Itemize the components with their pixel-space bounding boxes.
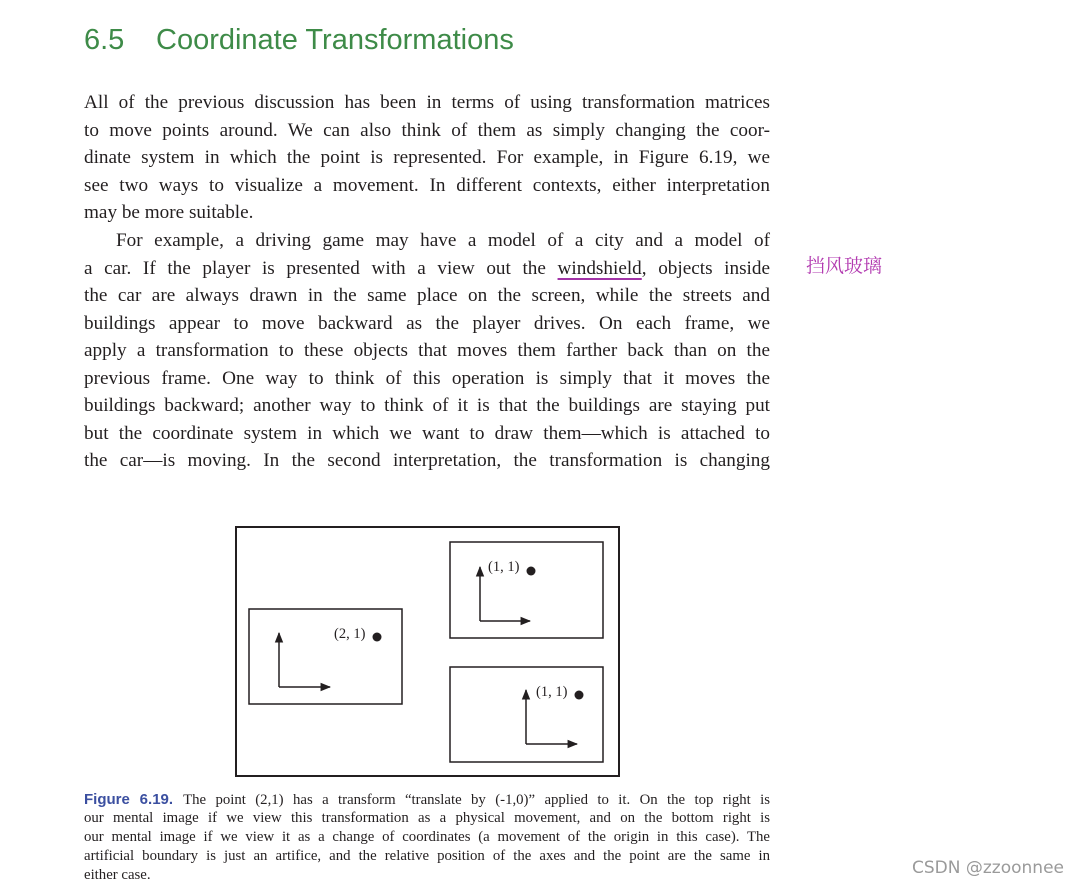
paragraph-line: buildings backward; another way to think of it is that the buildings are staying put bbox=[84, 395, 770, 416]
figure-6-19 bbox=[234, 525, 622, 779]
caption-line: artificial boundary is just an artifice, and the relative position of the axes and the point are the same in bbox=[84, 848, 770, 864]
paragraph-line-with-highlight bbox=[84, 255, 770, 283]
section-number: 6.5 bbox=[84, 24, 125, 56]
watermark: CSDN @zzoonnee bbox=[912, 858, 1064, 878]
text-segment: a car. If the player is presented with a view out the bbox=[84, 257, 558, 279]
figure-frame bbox=[236, 527, 619, 776]
top-right-panel-boundary bbox=[450, 542, 603, 638]
top-right-point-label: (1, 1) bbox=[488, 559, 520, 575]
paragraph-line: but the coordinate system in which we want to draw them—which is attached to bbox=[84, 422, 770, 444]
highlighted-word: windshield bbox=[557, 257, 642, 279]
left-panel-boundary bbox=[249, 609, 402, 704]
paragraph-line: see two ways to visualize a movement. In different contexts, either interpretation bbox=[84, 174, 770, 196]
top-right-panel bbox=[450, 542, 603, 638]
bottom-right-point bbox=[575, 691, 584, 700]
section-title: Coordinate Transformations bbox=[156, 24, 514, 56]
text-segment: , objects inside bbox=[641, 257, 770, 279]
top-right-point bbox=[527, 567, 536, 576]
paragraph-line: to move points around. We can also think of them as simply changing the coor- bbox=[84, 119, 770, 141]
paragraph-line: For example, a driving game may have a model of a city and a model of bbox=[116, 230, 770, 251]
paragraph-line: All of the previous discussion has been in terms of using transformation matrices bbox=[84, 92, 770, 113]
caption-text: The point (2,1) has a transform “translate by (-1,0)” applied to it. On the top right is bbox=[183, 792, 770, 808]
margin-annotation: 挡风玻璃 bbox=[806, 255, 883, 277]
paragraph-line: the car—is moving. In the second interpretation, the transformation is changing bbox=[84, 450, 770, 471]
left-panel bbox=[249, 609, 402, 704]
paragraph-line: dinate system in which the point is represented. For example, in Figure 6.19, we bbox=[84, 147, 770, 168]
figure-label: Figure 6.19. bbox=[84, 791, 174, 808]
paragraph-line: buildings appear to move backward as the player drives. On each frame, we bbox=[84, 312, 770, 334]
caption-line: our mental image if we view it as a change of coordinates (a movement of the origin in this case). The bbox=[84, 829, 770, 845]
left-point-label: (2, 1) bbox=[334, 626, 366, 642]
paragraph-line: previous frame. One way to think of this operation is simply that it moves the bbox=[84, 367, 770, 389]
caption-line: our mental image if we view this transformation as a physical movement, and on the bottom right is bbox=[84, 810, 770, 826]
bottom-right-panel bbox=[450, 667, 603, 762]
paragraph-line: apply a transformation to these objects that moves them farther back than on the bbox=[84, 340, 770, 361]
caption-line: either case. bbox=[84, 867, 151, 883]
left-point bbox=[373, 633, 382, 642]
paragraph-line: the car are always drawn in the same place on the screen, while the streets and bbox=[84, 285, 770, 306]
section-heading bbox=[84, 24, 514, 57]
paragraph-line: may be more suitable. bbox=[84, 202, 254, 223]
bottom-right-point-label: (1, 1) bbox=[536, 684, 568, 700]
caption-line bbox=[84, 790, 770, 809]
